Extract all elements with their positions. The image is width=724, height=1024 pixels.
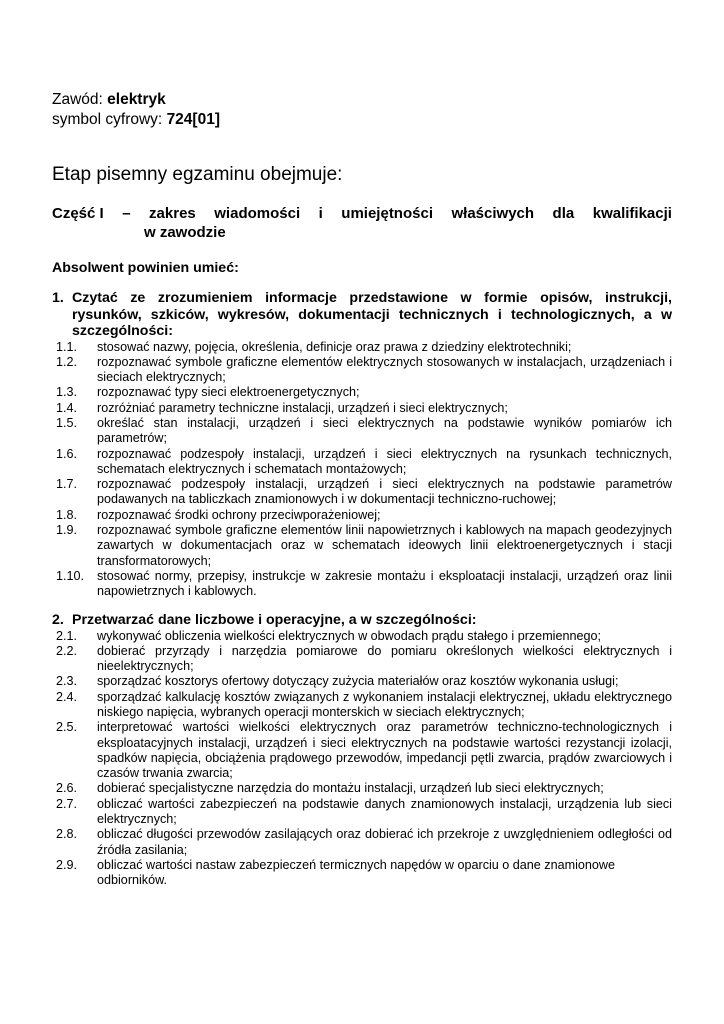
item-number: 1.4. [56,400,78,415]
list-item [52,858,672,889]
item-text: wykonywać obliczenia wielkości elektrycznych w obwodach prądu stałego i przemiennego; [97,628,602,643]
list-item [52,690,672,721]
part-heading-word: zakres [149,205,196,222]
item-list [52,340,672,600]
item-text: rozpoznawać podzespoły instalacji, urządzeń i sieci elektrycznych na podstawie parametrów podawanych na tabliczkach znamionowych i w dokumentacji techniczno-ruchowej; [97,477,672,507]
part-heading-word: i [318,205,323,222]
must-label: Absolwent powinien umieć: [52,260,239,276]
list-item [52,720,672,781]
code-label: symbol cyfrowy: [52,111,167,128]
part-heading-word: właściwych [451,205,535,222]
item-number: 1.10. [56,568,85,583]
item-number: 1.7. [56,477,78,492]
list-item [52,629,672,644]
item-text: obliczać wartości zabezpieczeń na podstawie danych znamionowych instalacji, urządzenia lub sieci elektrycznych; [97,796,672,827]
item-number: 2.4. [56,689,78,704]
list-item [52,385,672,400]
part-heading-word: – [122,205,131,222]
list-item [52,827,672,858]
section-number: 2. [52,612,64,628]
item-text: stosować normy, przepisy, instrukcje w zakresie montażu i eksploatacji instalacji, urządzeń oraz linii napowietrznych i kablowych. [97,568,672,599]
item-text: sporządzać kalkulację kosztów związanych z wykonaniem instalacji elektrycznej, układu elektrycznego niskiego napięcia, wybranych operacji monterskich w sieciach elektrycznych; [97,689,672,719]
list-item [52,781,672,796]
part-heading-word: Część I [52,205,104,222]
list-item [52,477,672,508]
item-number: 1.2. [56,354,78,369]
item-text: stosować nazwy, pojęcia, określenia, definicje oraz prawa z dziedziny elektrotechniki; [97,339,572,354]
section-heading-text: Przetwarzać dane liczbowe i operacyjne, a w szczególności: [72,612,477,628]
item-text: rozpoznawać typy sieci elektroenergetycznych; [97,385,360,400]
item-number: 1.8. [56,507,78,522]
item-number: 1.3. [56,385,78,400]
list-item [52,447,672,478]
part-heading-word: wiadomości [214,205,301,222]
part-heading-word: umiejętności [341,205,433,222]
list-item [52,797,672,828]
item-text: sporządzać kosztorys ofertowy dotyczący zużycia materiałów oraz kosztów wykonania usługi; [97,674,619,689]
item-number: 2.8. [56,827,78,842]
item-number: 1.1. [56,339,78,354]
list-item [52,401,672,416]
profession-value: elektryk [107,91,166,108]
item-text: rozróżniać parametry techniczne instalacji, urządzeń i sieci elektrycznych; [97,400,508,415]
item-list [52,629,672,889]
code-value: 724[01] [166,111,220,128]
item-text: dobierać specjalistyczne narzędzia do montażu instalacji, urządzeń lub sieci elektrycznych; [97,781,604,796]
item-text: rozpoznawać podzespoły instalacji, urządzeń i sieci elektrycznych na rysunkach technicznych, schematach elektrycznych i schematach montażowych; [97,446,672,476]
item-text: rozpoznawać symbole graficzne elementów linii napowietrznych i kablowych na mapach geodezyjnych zawartych w dokumentacjach oraz w schematach ideowych linii elektroenergetycznych i stacji transformatorowych; [97,523,672,568]
part-heading-line2: w zawodzie [144,224,226,241]
section-heading [52,612,672,629]
list-item [52,569,672,600]
item-text: rozpoznawać środki ochrony przeciwporażeniowej; [97,507,381,522]
list-item [52,674,672,689]
item-text: rozpoznawać symbole graficzne elementów elektrycznych stosowanych w instalacjach, urządzeniach i sieciach elektrycznych; [97,354,672,385]
item-text: dobierać przyrządy i narzędzia pomiarowe do pomiaru określonych wielkości elektrycznych i nieelektrycznych; [97,643,672,674]
part-heading [52,204,672,242]
list-item [52,340,672,355]
list-item [52,523,672,569]
item-text: określać stan instalacji, urządzeń i sieci elektrycznych na podstawie wyników pomiarów ich parametrów; [97,415,672,446]
document-header [52,90,220,130]
item-number: 2.3. [56,674,78,689]
part-heading-word: dla [552,205,575,222]
item-number: 1.5. [56,415,78,430]
item-number: 2.6. [56,781,78,796]
item-number: 1.6. [56,446,78,461]
section-2 [52,612,672,889]
item-number: 2.5. [56,720,78,735]
section-1 [52,290,672,600]
section-heading-text: Czytać ze zrozumieniem informacje przedstawione w formie opisów, instrukcji, rysunków, szkiców, wykresów, dokumentacji technicznych i technologicznych, a w szczególności: [72,290,672,339]
code-line [52,110,220,130]
item-text: obliczać wartości nastaw zabezpieczeń termicznych napędów w oparciu o dane znamionowe odbiorników. [97,857,616,888]
section-number: 1. [52,290,64,306]
item-text: interpretować wartości wielkości elektrycznych oraz parametrów techniczno-technologicznych i eksploatacyjnych instalacji, urządzeń i sieci elektrycznych na podstawie wartości rezystancji izolacji, spadków napięcia, obciążenia prądowego przewodów, impedancji pętli zwarcia, prądów zwarciowych i czasów trwania zwarcia; [97,720,672,781]
list-item [52,644,672,675]
profession-line [52,90,220,110]
part-heading-line1 [52,204,672,223]
section-heading [52,290,672,340]
part-heading-word: kwalifikacji [592,205,672,222]
item-number: 1.9. [56,523,78,538]
item-number: 2.7. [56,796,78,811]
item-number: 2.9. [56,857,78,872]
item-number: 2.2. [56,643,78,658]
exam-intro: Etap pisemny egzaminu obejmuje: [52,164,343,185]
list-item [52,416,672,447]
item-text: obliczać długości przewodów zasilających oraz dobierać ich przekroje z uwzględnieniem odległości od źródła zasilania; [97,827,672,857]
list-item [52,355,672,386]
profession-label: Zawód: [52,91,108,108]
item-number: 2.1. [56,628,78,643]
list-item [52,508,672,523]
